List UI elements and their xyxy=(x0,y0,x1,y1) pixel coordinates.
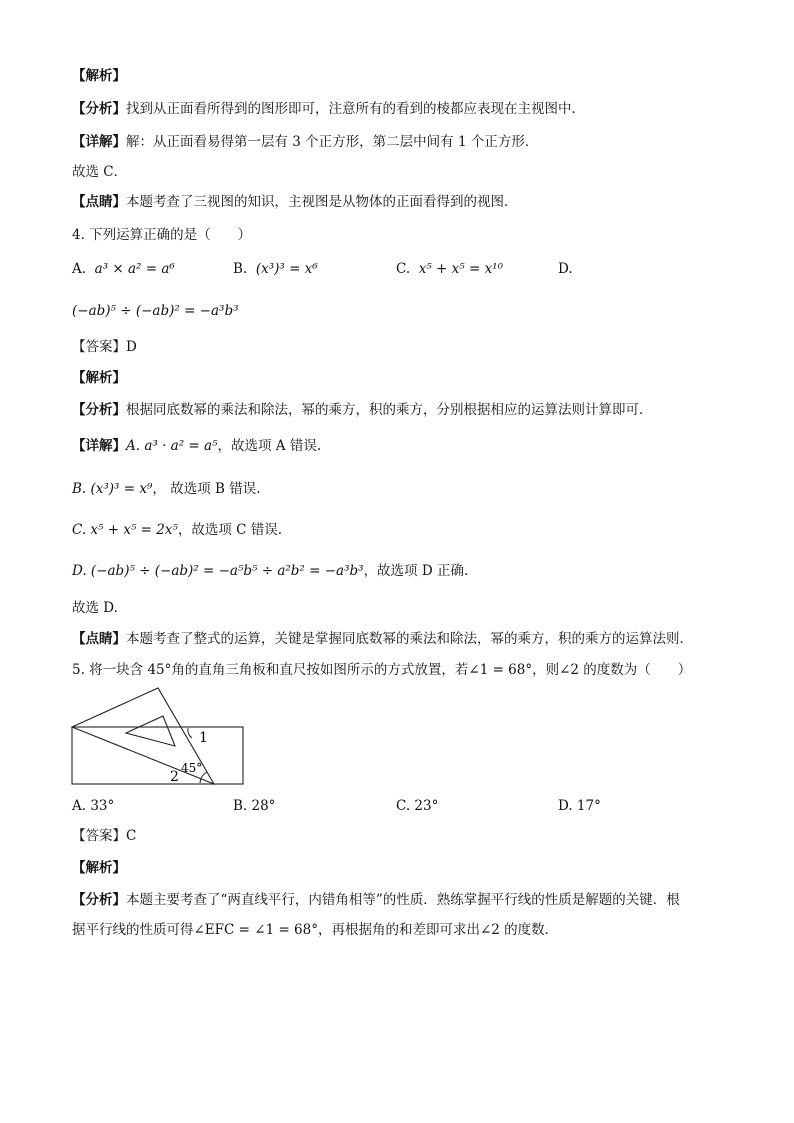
q4-option-c xyxy=(396,259,503,279)
analysis-heading: 【解析】 xyxy=(72,68,126,84)
analysis-paragraph xyxy=(72,99,585,119)
q4-detail-b xyxy=(72,479,261,499)
q5-analysis-paragraph-line2: 据平行线的性质可得∠EFC = ∠1 = 68°，再根据角的和差即可求出∠2 的度数． xyxy=(72,922,559,938)
detail-paragraph xyxy=(72,132,538,152)
q5-answer: 【答案】C xyxy=(72,828,137,844)
set-square-inner xyxy=(126,716,175,746)
detail-text: ，故选项 C 错误. xyxy=(177,522,283,538)
option-label: A. xyxy=(72,261,87,277)
comment-paragraph xyxy=(72,192,518,212)
xiangjie-text: 解：从正面看易得第一层有 3 个正方形，第二层中间有 1 个正方形． xyxy=(126,134,539,150)
option-expression: x⁵ + x⁵ = x¹⁰ xyxy=(418,261,504,277)
q4-option-a xyxy=(72,259,175,279)
angle-label-2: 2 xyxy=(170,769,179,785)
xiangjie-tag: 【详解】 xyxy=(72,134,126,150)
fenxi-tag: 【分析】 xyxy=(72,402,126,418)
q4-answer: 【答案】D xyxy=(72,339,137,355)
ruler-rectangle xyxy=(72,727,243,784)
option-label: C. xyxy=(396,261,411,277)
fenxi-tag: 【分析】 xyxy=(72,101,126,117)
dianjing-tag: 【点睛】 xyxy=(72,631,126,647)
detail-expression: B. (x³)³ = x⁹ xyxy=(72,481,153,497)
dianjing-text: 本题考查了整式的运算，关键是掌握同底数幂的乘法和除法，幂的乘方，积的乘方的运算法则． xyxy=(126,631,693,647)
detail-expression: A. a³ · a² = a⁵ xyxy=(126,438,218,454)
fenxi-tag: 【分析】 xyxy=(72,892,126,908)
q5-option-a: A. 33° xyxy=(72,798,115,814)
dianjing-tag: 【点睛】 xyxy=(72,194,126,210)
option-expression: a³ × a² = a⁶ xyxy=(94,261,175,277)
option-expression: (x³)³ = x⁶ xyxy=(255,261,318,277)
angle-arc-1 xyxy=(188,728,192,738)
q5-option-b: B. 28° xyxy=(233,798,276,814)
xiangjie-tag: 【详解】 xyxy=(72,438,126,454)
choice-line: 故选 C． xyxy=(72,164,128,180)
question-5-stem: 5. 将一块含 45°角的直角三角板和直尺按如图所示的方式放置，若∠1 = 68°，则∠2 的度数为（ ） xyxy=(72,662,692,678)
q4-detail-a xyxy=(72,436,321,456)
q5-option-c: C. 23° xyxy=(396,798,439,814)
detail-text: ，故选项 A 错误. xyxy=(217,438,322,454)
q4-option-d-label: D. xyxy=(558,261,573,277)
q5-analysis-heading: 【解析】 xyxy=(72,860,126,876)
detail-expression: D. (−ab)⁵ ÷ (−ab)² = −a⁵b⁵ ÷ a²b² = −a³b³ xyxy=(72,563,364,579)
q4-detail-c xyxy=(72,520,282,540)
q4-analysis-paragraph xyxy=(72,400,653,420)
fenxi-text: 根据同底数幂的乘法和除法，幂的乘方，积的乘方，分别根据相应的运算法则计算即可． xyxy=(126,402,653,418)
angle-label-1: 1 xyxy=(199,730,208,746)
angle-label-45: 45° xyxy=(181,761,203,775)
q4-option-d-expression: (−ab)⁵ ÷ (−ab)² = −a³b³ xyxy=(72,303,239,319)
detail-expression: C. x⁵ + x⁵ = 2x⁵ xyxy=(72,522,178,538)
dianjing-text: 本题考查了三视图的知识，主视图是从物体的正面看得到的视图． xyxy=(126,194,518,210)
question-4-stem: 4. 下列运算正确的是（ ） xyxy=(72,227,252,243)
q5-analysis-paragraph-line1 xyxy=(72,890,680,910)
detail-text: ， 故选项 B 错误. xyxy=(152,481,261,497)
q4-comment-paragraph xyxy=(72,629,693,649)
fenxi-text: 本题主要考查了“两直线平行，内错角相等”的性质．熟练掌握平行线的性质是解题的关键．根 xyxy=(126,892,680,908)
q4-analysis-heading: 【解析】 xyxy=(72,370,126,386)
fenxi-text: 找到从正面看所得到的图形即可，注意所有的看到的棱都应表现在主视图中． xyxy=(126,101,585,117)
detail-text: ，故选项 D 正确. xyxy=(363,563,469,579)
q4-choice: 故选 D. xyxy=(72,600,118,616)
q4-detail-d xyxy=(72,561,468,581)
q5-option-d: D. 17° xyxy=(558,798,601,814)
q4-option-b xyxy=(233,259,318,279)
ruler-triangle-figure xyxy=(68,686,250,790)
option-label: B. xyxy=(233,261,248,277)
